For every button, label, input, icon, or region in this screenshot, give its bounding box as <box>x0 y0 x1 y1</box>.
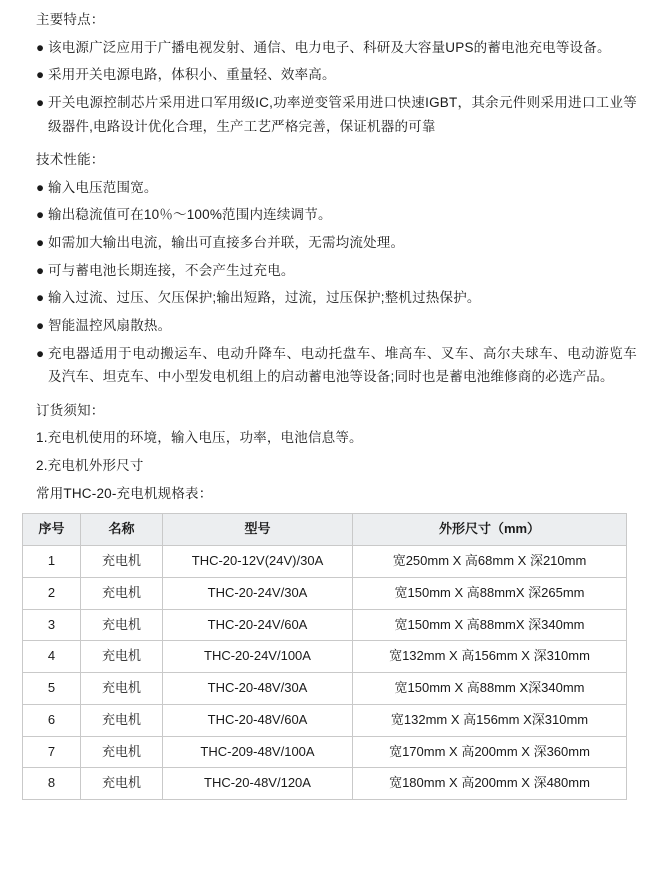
table-header-cell: 序号 <box>23 514 81 546</box>
bullet-icon: ● <box>36 262 45 278</box>
table-cell-name: 充电机 <box>81 641 163 673</box>
performance-text: 充电器适用于电动搬运车、电动升降车、电动托盘车、堆高车、叉车、高尔夫球车、电动游览车及汽车、坦克车、中小型发电机组上的启动蓄电池等设备;同时也是蓄电池维修商的必选产品。 <box>48 345 637 385</box>
performance-text: 输入电压范围宽。 <box>48 179 158 195</box>
performance-text: 输出稳流值可在10％～100%范围内连续调节。 <box>48 207 332 223</box>
bullet-icon: ● <box>36 39 45 55</box>
bullet-icon: ● <box>36 179 45 195</box>
table-cell-index: 8 <box>23 768 81 800</box>
feature-item <box>22 36 637 60</box>
table-cell-dimensions: 宽150mm X 高88mmX 深265mm <box>353 577 627 609</box>
performance-item <box>22 286 637 310</box>
table-header-cell: 外形尺寸（mm） <box>353 514 627 546</box>
table-cell-dimensions: 宽132mm X 高156mm X 深310mm <box>353 641 627 673</box>
table-cell-model: THC-20-24V/60A <box>163 609 353 641</box>
table-cell-name: 充电机 <box>81 577 163 609</box>
table-cell-name: 充电机 <box>81 609 163 641</box>
table-cell-name: 充电机 <box>81 673 163 705</box>
performance-item <box>22 342 637 389</box>
bullet-icon: ● <box>36 207 45 223</box>
table-cell-model: THC-20-48V/120A <box>163 768 353 800</box>
table-cell-dimensions: 宽170mm X 高200mm X 深360mm <box>353 736 627 768</box>
table-row <box>23 768 627 800</box>
performance-item <box>22 314 637 338</box>
order-item: 1.充电机使用的环境，输入电压，功率，电池信息等。 <box>36 430 363 446</box>
table-cell-dimensions: 宽132mm X 高156mm X深310mm <box>353 704 627 736</box>
performance-item <box>22 176 637 200</box>
performance-text: 输入过流、过压、欠压保护;输出短路，过流，过压保护;整机过热保护。 <box>48 290 481 306</box>
table-caption: 常用THC-20-充电机规格表： <box>36 485 213 501</box>
table-row <box>23 577 627 609</box>
table-cell-model: THC-20-48V/60A <box>163 704 353 736</box>
performance-text: 智能温控风扇散热。 <box>48 317 172 333</box>
bullet-icon: ● <box>36 94 45 110</box>
table-cell-name: 充电机 <box>81 768 163 800</box>
feature-text: 该电源广泛应用于广播电视发射、通信、电力电子、科研及大容量UPS的蓄电池充电等设备。 <box>48 39 611 55</box>
table-header-cell: 名称 <box>81 514 163 546</box>
table-cell-model: THC-209-48V/100A <box>163 736 353 768</box>
table-cell-index: 5 <box>23 673 81 705</box>
table-cell-dimensions: 宽250mm X 高68mm X 深210mm <box>353 546 627 578</box>
spec-table <box>22 513 627 800</box>
table-cell-name: 充电机 <box>81 736 163 768</box>
performance-heading: 技术性能： <box>36 152 105 168</box>
table-header-cell: 型号 <box>163 514 353 546</box>
feature-text: 开关电源控制芯片采用进口军用级IC,功率逆变管采用进口快速IGBT，其余元件则采用进口工业等级器件,电路设计优化合理，生产工艺严格完善，保证机器的可靠 <box>48 94 637 134</box>
table-cell-model: THC-20-48V/30A <box>163 673 353 705</box>
performance-item <box>22 203 637 227</box>
performance-text: 如需加大输出电流，输出可直接多台并联，无需均流处理。 <box>48 235 405 250</box>
table-cell-index: 6 <box>23 704 81 736</box>
bullet-icon: ● <box>36 317 45 333</box>
feature-text: 采用开关电源电路，体积小、重量轻、效率高。 <box>48 67 336 83</box>
bullet-icon: ● <box>36 235 45 250</box>
table-cell-index: 1 <box>23 546 81 578</box>
table-row <box>23 673 627 705</box>
table-cell-dimensions: 宽180mm X 高200mm X 深480mm <box>353 768 627 800</box>
bullet-icon: ● <box>36 345 45 361</box>
table-row <box>23 546 627 578</box>
feature-item <box>22 91 637 138</box>
order-heading: 订货须知： <box>36 402 105 418</box>
table-cell-model: THC-20-12V(24V)/30A <box>163 546 353 578</box>
bullet-icon: ● <box>36 67 45 83</box>
table-cell-name: 充电机 <box>81 546 163 578</box>
feature-item <box>22 63 637 87</box>
table-header-row <box>23 514 627 546</box>
table-cell-model: THC-20-24V/100A <box>163 641 353 673</box>
order-item: 2.充电机外形尺寸 <box>36 458 144 473</box>
table-cell-index: 3 <box>23 609 81 641</box>
table-cell-name: 充电机 <box>81 704 163 736</box>
performance-item <box>22 259 637 283</box>
table-row <box>23 641 627 673</box>
table-cell-index: 4 <box>23 641 81 673</box>
table-row <box>23 736 627 768</box>
performance-item <box>22 231 637 255</box>
features-heading: 主要特点： <box>36 12 105 27</box>
bullet-icon: ● <box>36 290 45 306</box>
table-row <box>23 609 627 641</box>
performance-text: 可与蓄电池长期连接，不会产生过充电。 <box>48 262 295 278</box>
table-cell-model: THC-20-24V/30A <box>163 577 353 609</box>
table-row <box>23 704 627 736</box>
table-cell-index: 2 <box>23 577 81 609</box>
table-cell-dimensions: 宽150mm X 高88mm X深340mm <box>353 673 627 705</box>
table-cell-index: 7 <box>23 736 81 768</box>
table-cell-dimensions: 宽150mm X 高88mmX 深340mm <box>353 609 627 641</box>
